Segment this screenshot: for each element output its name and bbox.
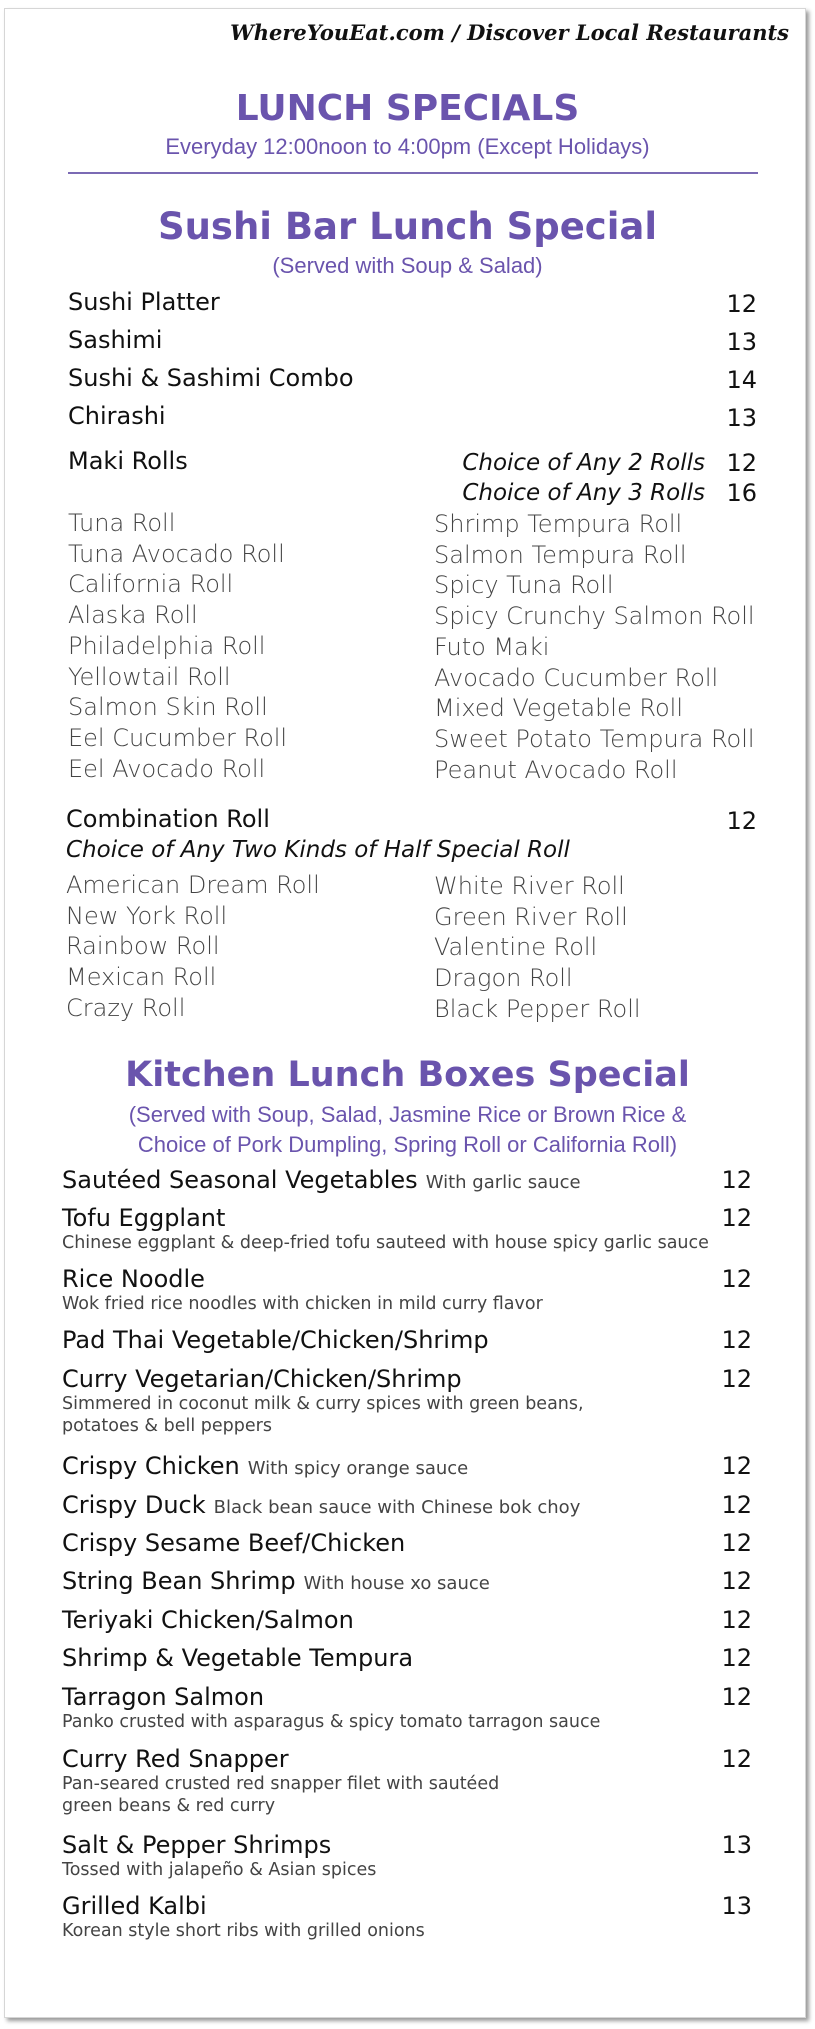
kitchen-section-subtitle-1: (Served with Soup, Salad, Jasmine Rice or Brown Rice & [128, 1102, 687, 1127]
maki-price-3: 16 [726, 479, 757, 507]
kitchen-item-heading [62, 1567, 752, 1595]
kitchen-item-heading [62, 1452, 752, 1480]
kitchen-menu-item [62, 1265, 752, 1315]
maki-rolls-right-list [434, 509, 755, 785]
roll-item: Yellowtail Roll [68, 662, 231, 691]
kitchen-menu-item [62, 1529, 752, 1557]
kitchen-item-heading [62, 1265, 752, 1293]
kitchen-item-description: Chinese eggplant & deep-fried tofu sauteed with house spicy garlic sauce [62, 1233, 709, 1253]
roll-item: Mexican Roll [66, 963, 217, 992]
roll-item: Eel Avocado Roll [68, 754, 266, 783]
lunch-specials-title: LUNCH SPECIALS [235, 88, 580, 129]
kitchen-menu-item [62, 1831, 752, 1881]
roll-item: Alaska Roll [68, 601, 198, 630]
roll-item: Futo Maki [434, 632, 550, 661]
kitchen-item-heading [62, 1326, 752, 1354]
kitchen-item-description: Pan-seared crusted red snapper filet with sautéed [62, 1774, 500, 1794]
kitchen-menu-item [62, 1491, 752, 1519]
maki-choice-3: Choice of Any 3 Rolls [462, 480, 705, 506]
menu-item-name: Sushi & Sashimi Combo [68, 364, 354, 392]
kitchen-item-inline-note: With spicy orange sauce [247, 1458, 469, 1479]
kitchen-item-heading [62, 1166, 752, 1194]
maki-price-2: 12 [726, 449, 757, 477]
sushi-section-title: Sushi Bar Lunch Special [157, 205, 658, 248]
roll-item: Salmon Tempura Roll [434, 540, 687, 569]
kitchen-item-price: 12 [721, 1365, 752, 1393]
roll-item: Mixed Vegetable Roll [434, 694, 683, 723]
roll-item: Spicy Crunchy Salmon Roll [434, 602, 755, 631]
roll-item: Salmon Skin Roll [68, 693, 268, 722]
kitchen-menu-item [62, 1683, 752, 1733]
kitchen-menu-item [62, 1452, 752, 1480]
kitchen-item-inline-note: With garlic sauce [425, 1172, 581, 1193]
kitchen-item-name: Grilled Kalbi [62, 1892, 207, 1920]
kitchen-item-name: Crispy Duck [62, 1491, 206, 1519]
roll-item: Tuna Roll [68, 509, 176, 537]
kitchen-item-description: Korean style short ribs with grilled onions [62, 1921, 425, 1941]
roll-item: Tuna Avocado Roll [68, 539, 285, 568]
kitchen-item-name: Tarragon Salmon [62, 1683, 265, 1711]
kitchen-item-description: Simmered in coconut milk & curry spices with green beans, [62, 1394, 584, 1414]
maki-choice-2: Choice of Any 2 Rolls [462, 450, 705, 476]
roll-item: Black Pepper Roll [434, 994, 641, 1023]
roll-item: Peanut Avocado Roll [434, 755, 678, 784]
kitchen-item-name: Crispy Chicken [62, 1452, 240, 1480]
kitchen-item-inline-note: Black bean sauce with Chinese bok choy [213, 1497, 581, 1518]
roll-item: Avocado Cucumber Roll [434, 663, 719, 692]
roll-item: Green River Roll [434, 902, 628, 931]
kitchen-menu-item [62, 1166, 752, 1194]
header-divider [68, 172, 758, 174]
roll-item: Spicy Tuna Roll [434, 571, 614, 600]
kitchen-item-heading [62, 1644, 752, 1672]
menu-item-price: 12 [726, 290, 757, 318]
roll-item: New York Roll [66, 901, 228, 930]
combination-roll-note: Choice of Any Two Kinds of Half Special Roll [66, 837, 570, 863]
kitchen-menu-item [62, 1567, 752, 1595]
kitchen-item-name: String Bean Shrimp [62, 1567, 296, 1595]
roll-item: Eel Cucumber Roll [68, 723, 288, 752]
roll-item: Philadelphia Roll [68, 631, 266, 660]
kitchen-item-heading [62, 1745, 752, 1773]
kitchen-menu-item [62, 1892, 752, 1942]
kitchen-item-name: Curry Red Snapper [62, 1745, 289, 1773]
kitchen-item-inline-note: With house xo sauce [303, 1573, 490, 1594]
kitchen-item-name: Salt & Pepper Shrimps [62, 1831, 332, 1859]
kitchen-item-name: Crispy Sesame Beef/Chicken [62, 1529, 406, 1557]
site-header[interactable]: WhereYouEat.com / Discover Local Restaurants [230, 20, 789, 45]
sushi-section-subtitle: (Served with Soup & Salad) [272, 253, 543, 278]
roll-item: Valentine Roll [434, 933, 598, 962]
kitchen-item-price: 12 [721, 1491, 752, 1519]
kitchen-menu-item [62, 1204, 752, 1254]
combination-roll-price: 12 [726, 807, 757, 835]
combination-roll-name: Combination Roll [66, 805, 270, 833]
kitchen-item-heading [62, 1529, 752, 1557]
kitchen-item-description: Tossed with jalapeño & Asian spices [62, 1860, 377, 1880]
kitchen-menu-item [62, 1606, 752, 1634]
kitchen-item-name: Pad Thai Vegetable/Chicken/Shrimp [62, 1326, 489, 1354]
menu-item-price: 14 [726, 366, 757, 394]
kitchen-menu-item [62, 1365, 752, 1437]
kitchen-section-title: Kitchen Lunch Boxes Special [125, 1055, 690, 1095]
kitchen-item-price: 13 [721, 1892, 752, 1920]
kitchen-item-price: 12 [721, 1166, 752, 1194]
kitchen-item-price: 12 [721, 1644, 752, 1672]
kitchen-item-price: 13 [721, 1831, 752, 1859]
roll-item: Sweet Potato Tempura Roll [434, 724, 755, 753]
kitchen-item-description: green beans & red curry [62, 1796, 276, 1816]
menu-item-name: Sashimi [68, 326, 163, 354]
kitchen-item-name: Sautéed Seasonal Vegetables [62, 1166, 418, 1194]
roll-item: Shrimp Tempura Roll [434, 510, 683, 538]
kitchen-item-price: 12 [721, 1606, 752, 1634]
roll-item: Rainbow Roll [66, 932, 220, 961]
maki-rolls-name: Maki Rolls [68, 447, 188, 475]
kitchen-item-description: potatoes & bell peppers [62, 1416, 272, 1436]
kitchen-item-name: Tofu Eggplant [62, 1204, 226, 1232]
lunch-hours: Everyday 12:00noon to 4:00pm (Except Holidays) [165, 134, 650, 159]
kitchen-item-heading [62, 1491, 752, 1519]
combination-rolls-left-list [66, 870, 320, 1024]
kitchen-item-price: 12 [721, 1529, 752, 1557]
roll-item: California Roll [68, 570, 234, 599]
kitchen-item-heading [62, 1892, 752, 1920]
kitchen-item-price: 12 [721, 1452, 752, 1480]
kitchen-section-subtitle-2: Choice of Pork Dumpling, Spring Roll or California Roll) [137, 1132, 678, 1157]
kitchen-item-heading [62, 1831, 752, 1859]
roll-item: Crazy Roll [66, 993, 186, 1022]
kitchen-item-name: Curry Vegetarian/Chicken/Shrimp [62, 1365, 462, 1393]
menu-item-price: 13 [726, 404, 757, 432]
kitchen-menu-item [62, 1644, 752, 1672]
kitchen-item-heading [62, 1365, 752, 1393]
kitchen-item-price: 12 [721, 1683, 752, 1711]
kitchen-item-description: Panko crusted with asparagus & spicy tomato tarragon sauce [62, 1712, 601, 1732]
kitchen-menu-item [62, 1326, 752, 1354]
kitchen-item-price: 12 [721, 1204, 752, 1232]
kitchen-item-heading [62, 1204, 752, 1232]
kitchen-menu-item [62, 1745, 752, 1817]
kitchen-item-heading [62, 1606, 752, 1634]
combination-rolls-right-list [434, 871, 641, 1025]
roll-item: Dragon Roll [434, 964, 573, 993]
kitchen-item-name: Shrimp & Vegetable Tempura [62, 1644, 414, 1672]
roll-item: White River Roll [434, 872, 625, 900]
kitchen-item-price: 12 [721, 1567, 752, 1595]
menu-item-name: Chirashi [68, 402, 166, 430]
kitchen-item-price: 12 [721, 1745, 752, 1773]
kitchen-item-price: 12 [721, 1326, 752, 1354]
menu-item-name: Sushi Platter [68, 288, 220, 316]
roll-item: American Dream Roll [66, 871, 320, 899]
menu-item-price: 13 [726, 328, 757, 356]
kitchen-item-price: 12 [721, 1265, 752, 1293]
kitchen-item-heading [62, 1683, 752, 1711]
kitchen-item-description: Wok fried rice noodles with chicken in mild curry flavor [62, 1294, 543, 1314]
maki-rolls-left-list [68, 508, 287, 784]
kitchen-item-name: Teriyaki Chicken/Salmon [62, 1606, 354, 1634]
kitchen-item-name: Rice Noodle [62, 1265, 205, 1293]
